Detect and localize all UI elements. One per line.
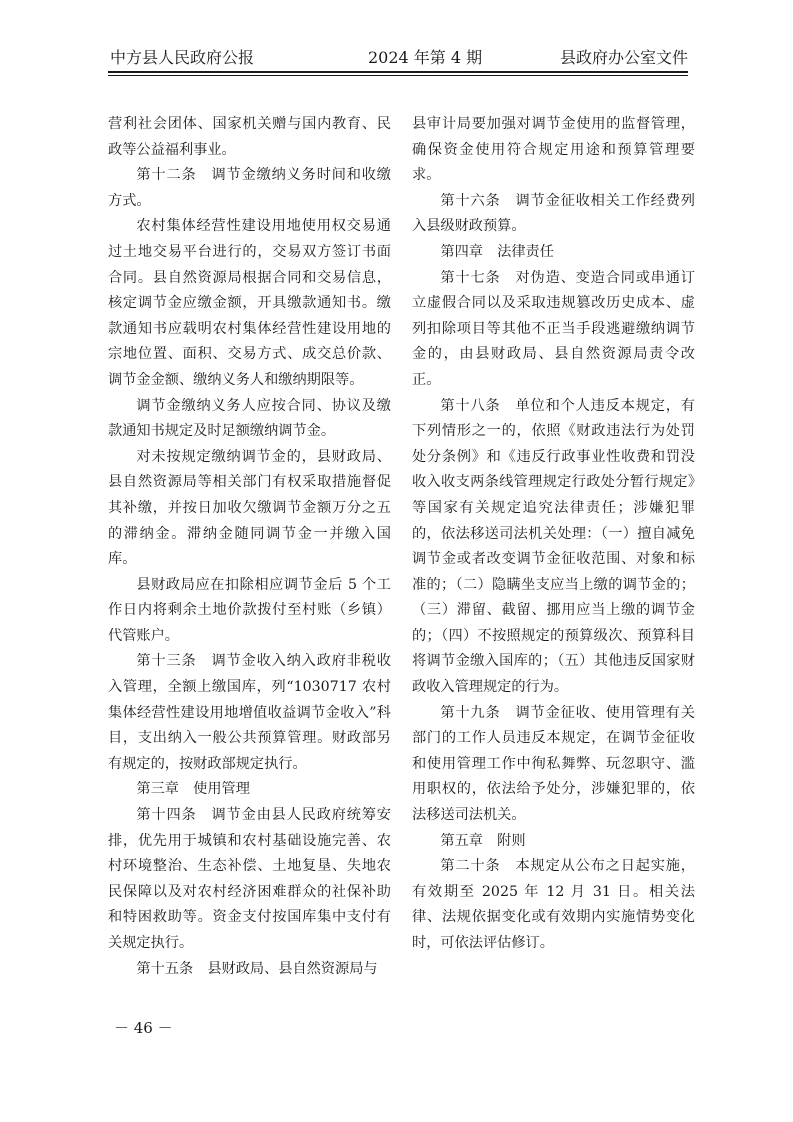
publication-title: 中方县人民政府公报 <box>110 48 255 67</box>
article-12: 第十二条 调节金缴纳义务时间和收缴方式。 <box>108 167 391 209</box>
page-header <box>108 44 688 70</box>
right-column <box>412 112 695 957</box>
article-14: 第十四条 调节金由县人民政府统筹安排，优先用于城镇和农村基础设施完善、农村环境整治、生态补偿、土地复垦、失地农民保障以及对农村经济困难群众的社保补助和特困救助等。资金支付按国库集中支付有关规定执行。 <box>108 807 391 951</box>
paragraph: 县财政局应在扣除相应调节金后 5 个工作日内将剩余土地价款拨付至村账（乡镇）代管账户。 <box>108 576 391 644</box>
paragraph: 调节金缴纳义务人应按合同、协议及缴款通知书规定及时足额缴纳调节金。 <box>108 397 391 440</box>
page-number: － 46 － <box>114 1019 173 1037</box>
article-20: 第二十条 本规定从公布之日起实施，有效期至 2025 年 12 月 31 日。相关法律、法规依据变化或有效期内实施情势变化时，可依法评估修订。 <box>412 858 695 951</box>
header-rule-thin <box>108 75 688 76</box>
header-rule-thick <box>108 71 688 73</box>
left-column <box>108 112 391 982</box>
article-16: 第十六条 调节金征收相关工作经费列入县级财政预算。 <box>412 192 695 235</box>
section-title: 县政府办公室文件 <box>559 48 688 67</box>
chapter-heading: 第三章 使用管理 <box>136 781 250 798</box>
chapter-heading: 第五章 附则 <box>440 832 526 849</box>
article-19: 第十九条 调节金征收、使用管理有关部门的工作人员违反本规定，在调节金征收和使用管理工作中徇私舞弊、玩忽职守、滥用职权的，依法给予处分，涉嫌犯罪的，依法移送司法机关。 <box>412 704 695 824</box>
article-13: 第十三条 调节金收入纳入政府非税收入管理，全额上缴国库，列“1030717 农村集体经营性建设用地增值收益调节金收入”科目，支出纳入一般公共预算管理。财政部另有规定的，按财政部规定执行。 <box>108 653 391 772</box>
issue-number: 2024 年第 4 期 <box>368 48 483 67</box>
paragraph: 对未按规定缴纳调节金的，县财政局、县自然资源局等相关部门有权采取措施督促其补缴，并按日加收欠缴调节金额万分之五的滞纳金。滞纳金随同调节金一并缴入国库。 <box>108 448 391 568</box>
article-18: 第十八条 单位和个人违反本规定，有下列情形之一的，依照《财政违法行为处罚处分条例》和《违反行政事业性收费和罚没收入收支两条线管理规定行政处分暂行规定》等国家有关规定追究法律责任；涉嫌犯罪的，依法移送司法机关处理：（一）擅自减免调节金或者改变调节金征收范围、对象和标准的；（二）隐瞒坐支应当上缴的调节金的；（三）滞留、截留、挪用应当上缴的调节金的；（四）不按照规定的预算级次、预算科目将调节金缴入国库的；（五）其他违反国家财政收入管理规定的行为。 <box>412 397 695 696</box>
paragraph: 县审计局要加强对调节金使用的监督管理，确保资金使用符合规定用途和预算管理要求。 <box>412 116 695 184</box>
paragraph: 营利社会团体、国家机关赠与国内教育、民政等公益福利事业。 <box>108 116 391 158</box>
chapter-heading: 第四章 法律责任 <box>440 243 554 260</box>
article-17: 第十七条 对伪造、变造合同或串通订立虚假合同以及采取违规篡改历史成本、虚列扣除项目等其他不正当手段逃避缴纳调节金的，由县财政局、县自然资源局责令改正。 <box>412 269 695 388</box>
paragraph: 农村集体经营性建设用地使用权交易通过土地交易平台进行的，交易双方签订书面合同。县自然资源局根据合同和交易信息，核定调节金应缴金额，开具缴款通知书。缴款通知书应载明农村集体经营性建设用地的宗地位置、面积、交易方式、成交总价款、调节金金额、缴纳义务人和缴纳期限等。 <box>108 218 391 388</box>
article-15: 第十五条 县财政局、县自然资源局与 <box>136 960 378 977</box>
